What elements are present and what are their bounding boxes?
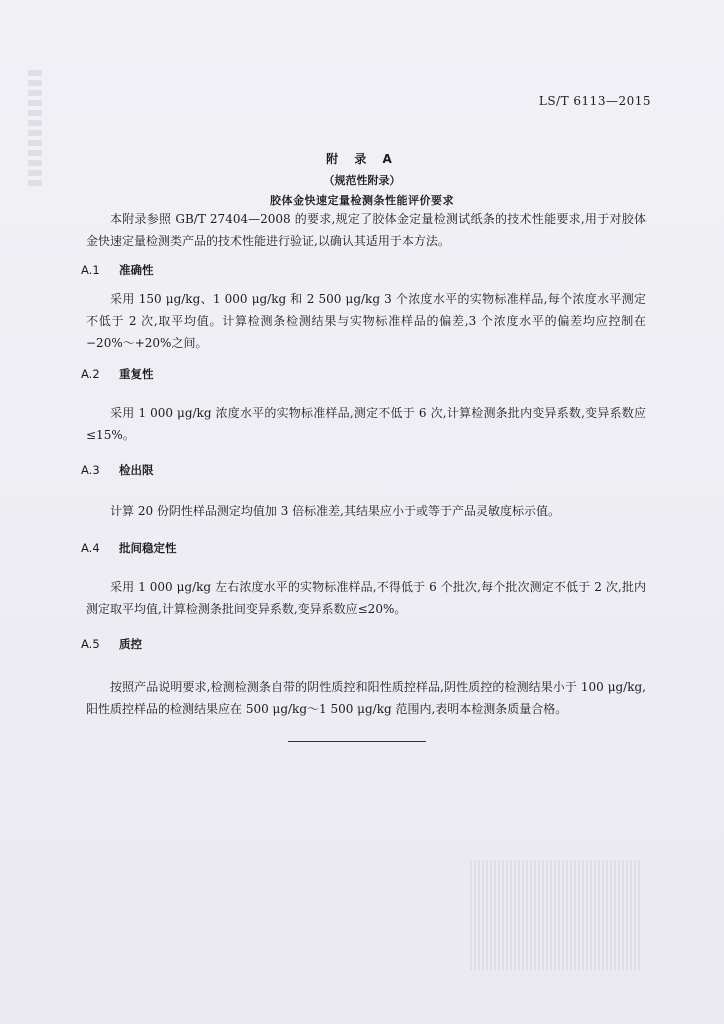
section-heading-a4 bbox=[81, 540, 177, 556]
section-text-a2: 采用 1 000 μg/kg 浓度水平的实物标准样品,测定不低于 6 次,计算检测条批内变异系数,变异系数应≤15%。 bbox=[86, 406, 646, 442]
end-rule bbox=[288, 741, 426, 742]
bleed-through-barcode-artifact bbox=[470, 860, 640, 970]
section-number: A.2 bbox=[81, 367, 100, 381]
appendix-title: 附 录 A bbox=[326, 152, 398, 166]
section-heading-a3 bbox=[81, 462, 154, 478]
section-text-a3: 计算 20 份阴性样品测定均值加 3 倍标准差,其结果应小于或等于产品灵敏度标示值。 bbox=[110, 504, 560, 518]
section-heading-a2 bbox=[81, 366, 154, 382]
section-title: 检出限 bbox=[119, 463, 154, 477]
intro-paragraph: 本附录参照 GB/T 27404—2008 的要求,规定了胶体金定量检测试纸条的技术性能要求,用于对胶体金快速定量检测类产品的技术性能进行验证,以确认其适用于本方法。 bbox=[86, 212, 646, 248]
section-title: 重复性 bbox=[119, 367, 154, 381]
section-number: A.3 bbox=[81, 463, 100, 477]
section-title: 批间稳定性 bbox=[119, 541, 177, 555]
section-text-a5: 按照产品说明要求,检测检测条自带的阴性质控和阳性质控样品,阴性质控的检测结果小于 100 μg/kg,阳性质控样品的检测结果应在 500 μg/kg～1 500 μg/kg 范围内,表明本检测条质量合格。 bbox=[86, 680, 646, 716]
section-text-a1: 采用 150 μg/kg、1 000 μg/kg 和 2 500 μg/kg 3 个浓度水平的实物标准样品,每个浓度水平测定不低于 2 次,取平均值。计算检测条检测结果与实物标准样品的偏差,3 个浓度水平的偏差均应控制在 −20%～+20%之间。 bbox=[86, 292, 646, 350]
section-title: 质控 bbox=[119, 637, 142, 651]
section-number: A.4 bbox=[81, 541, 100, 555]
appendix-type: （规范性附录） bbox=[323, 174, 401, 187]
section-title: 准确性 bbox=[119, 263, 154, 277]
section-text-a4: 采用 1 000 μg/kg 左右浓度水平的实物标准样品,不得低于 6 个批次,每个批次测定不低于 2 次,批内测定取平均值,计算检测条批间变异系数,变异系数应≤20%。 bbox=[86, 580, 646, 616]
standard-code: LS/T 6113—2015 bbox=[538, 94, 651, 108]
section-heading-a5 bbox=[81, 636, 142, 652]
section-number: A.1 bbox=[81, 263, 100, 277]
section-heading-a1 bbox=[81, 262, 154, 278]
appendix-name: 胶体金快速定量检测条性能评价要求 bbox=[270, 194, 454, 207]
section-number: A.5 bbox=[81, 637, 100, 651]
